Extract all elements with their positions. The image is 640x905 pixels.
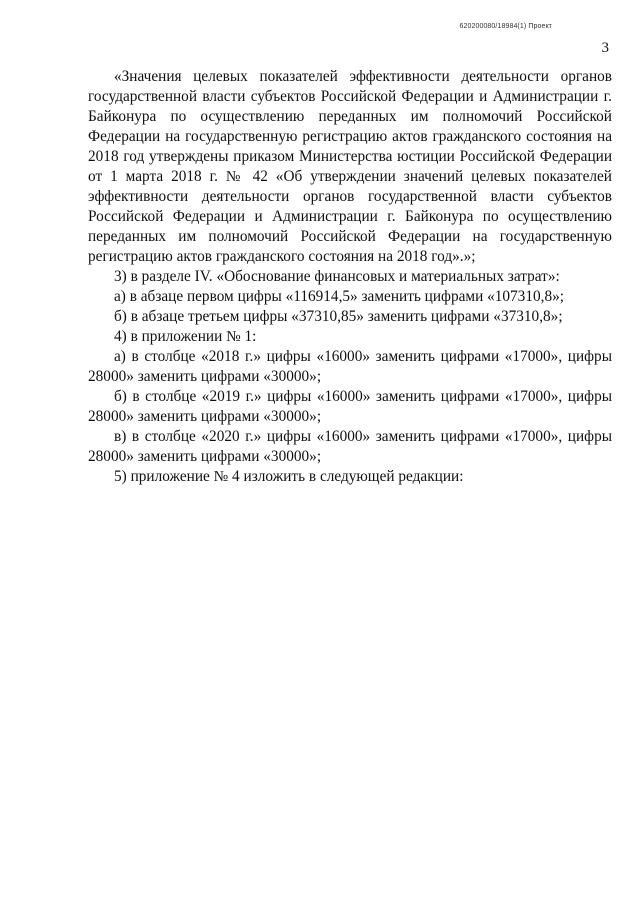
paragraph-item-3a: а) в абзаце первом цифры «116914,5» заменить цифрами «107310,8»; <box>114 288 564 305</box>
document-body <box>88 67 612 487</box>
paragraph-item-4a: а) в столбце «2018 г.» цифры «16000» заменить цифрами «17000», цифры 28000» заменить цифрами «30000»; <box>88 348 612 385</box>
page-number: 3 <box>601 40 609 56</box>
paragraph-quoted-values: «Значения целевых показателей эффективности деятельности органов государственной власти субъектов Российской Федерации и Администрации г. Байконура по осуществлению переданных им полномочий Российской Федерации на государственную регистрацию актов гражданского состояния на 2018 год утверждены приказом Министерства юстиции Российской Федерации от 1 марта 2018 г. № 42 «Об утверждении значений целевых показателей эффективности деятельности органов государственной власти субъектов Российской Федерации и Администрации г. Байконура по осуществлению переданных им полномочий Российской Федерации на государственную регистрацию актов гражданского состояния на 2018 год».»; <box>88 68 612 265</box>
paragraph-item-4b: б) в столбце «2019 г.» цифры «16000» заменить цифрами «17000», цифры 28000» заменить цифрами «30000»; <box>88 388 612 425</box>
paragraph-item-4: 4) в приложении № 1: <box>114 328 257 345</box>
paragraph-item-4c: в) в столбце «2020 г.» цифры «16000» заменить цифрами «17000», цифры 28000» заменить цифрами «30000»; <box>88 428 612 465</box>
paragraph-item-3: 3) в разделе IV. «Обоснование финансовых и материальных затрат»: <box>114 268 560 285</box>
paragraph-item-3b: б) в абзаце третьем цифры «37310,85» заменить цифрами «37310,8»; <box>114 308 563 325</box>
paragraph-item-5: 5) приложение № 4 изложить в следующей редакции: <box>114 468 464 485</box>
document-id: 620200080/18984(1) Проект <box>459 23 552 30</box>
